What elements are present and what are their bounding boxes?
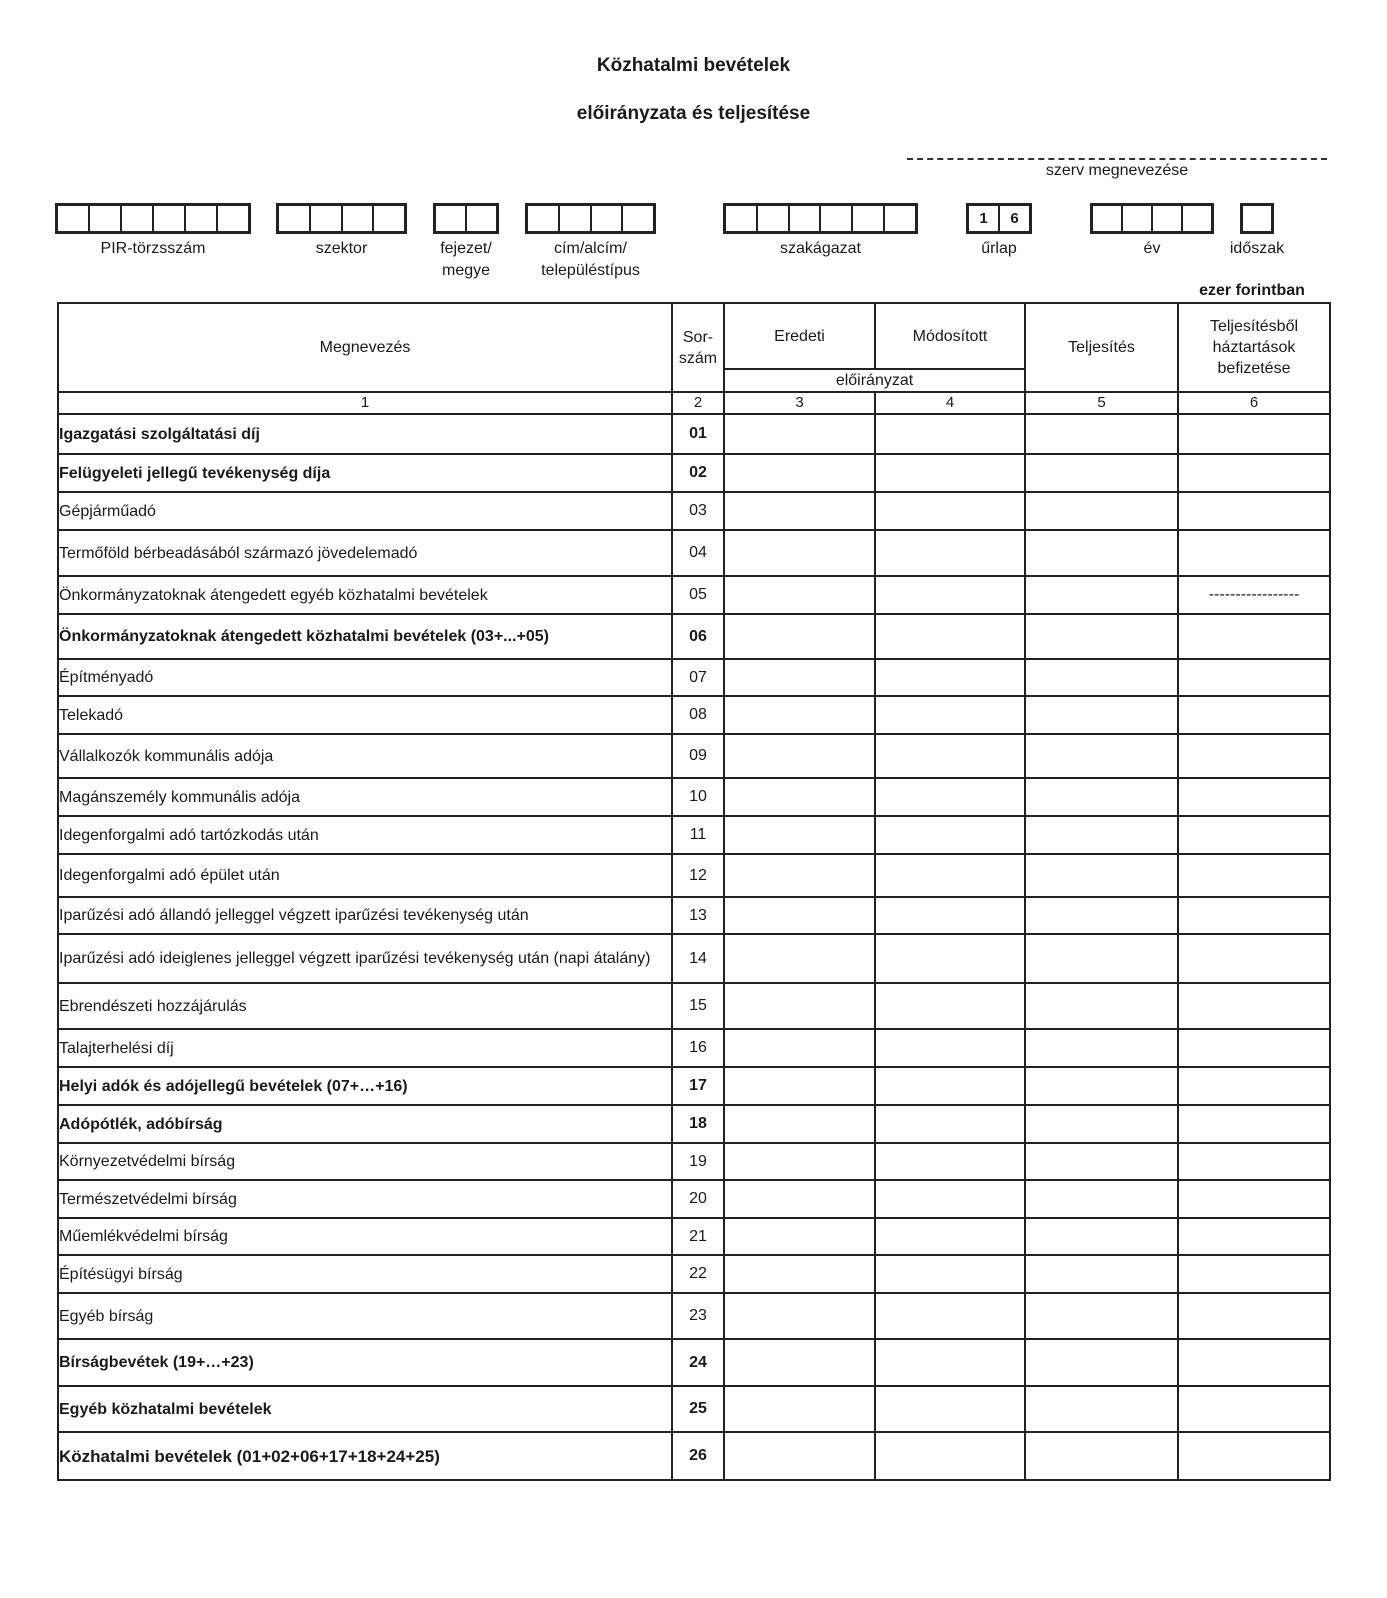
header-name: Megnevezés bbox=[58, 303, 672, 392]
value-cell-fulfillment[interactable] bbox=[1025, 1067, 1178, 1105]
row-label: Egyéb bírság bbox=[58, 1293, 672, 1339]
column-number-row bbox=[58, 392, 1330, 414]
value-cell-fulfillment[interactable] bbox=[1025, 1339, 1178, 1386]
table-row bbox=[58, 1029, 1330, 1067]
value-cell-fulfillment[interactable] bbox=[1025, 1180, 1178, 1218]
code-digit-cell[interactable] bbox=[186, 206, 218, 231]
table-row bbox=[58, 734, 1330, 778]
code-digit-cell[interactable] bbox=[821, 206, 853, 231]
code-digit-cell[interactable] bbox=[343, 206, 375, 231]
row-serial: 25 bbox=[672, 1386, 724, 1432]
row-serial: 02 bbox=[672, 454, 724, 492]
value-cell-households[interactable] bbox=[1178, 897, 1330, 934]
row-serial: 15 bbox=[672, 983, 724, 1029]
value-cell-households[interactable] bbox=[1178, 696, 1330, 734]
form-subtitle: előirányzata és teljesítése bbox=[576, 103, 811, 124]
value-cell-modified[interactable] bbox=[875, 1432, 1025, 1480]
row-serial: 11 bbox=[672, 816, 724, 854]
value-cell-modified[interactable] bbox=[875, 696, 1025, 734]
value-cell-fulfillment[interactable] bbox=[1025, 778, 1178, 816]
row-label: Idegenforgalmi adó tartózkodás után bbox=[58, 816, 672, 854]
value-cell-fulfillment[interactable] bbox=[1025, 454, 1178, 492]
row-label: Építésügyi bírság bbox=[58, 1255, 672, 1293]
value-cell-modified[interactable] bbox=[875, 778, 1025, 816]
value-cell-fulfillment[interactable] bbox=[1025, 696, 1178, 734]
row-label: Iparűzési adó állandó jelleggel végzett iparűzési tevékenység után bbox=[58, 897, 672, 934]
value-cell-households[interactable] bbox=[1178, 414, 1330, 454]
value-cell-households[interactable] bbox=[1178, 854, 1330, 897]
row-serial: 18 bbox=[672, 1105, 724, 1143]
value-cell-households[interactable]: ----------------- bbox=[1178, 576, 1330, 614]
code-digit-cell[interactable] bbox=[1243, 206, 1271, 231]
code-box-szakágazat[interactable] bbox=[723, 203, 918, 234]
code-box-label: cím/alcím/ településtípus bbox=[541, 240, 640, 279]
column-number: 3 bbox=[724, 392, 875, 414]
value-cell-households[interactable] bbox=[1178, 1143, 1330, 1180]
value-cell-households[interactable] bbox=[1178, 934, 1330, 983]
value-cell-original[interactable] bbox=[724, 414, 875, 454]
table-row bbox=[58, 1105, 1330, 1143]
row-serial: 07 bbox=[672, 659, 724, 696]
code-digit-cell[interactable] bbox=[528, 206, 560, 231]
value-cell-fulfillment[interactable] bbox=[1025, 1386, 1178, 1432]
code-digit-cell[interactable] bbox=[560, 206, 592, 231]
value-cell-modified[interactable] bbox=[875, 854, 1025, 897]
form-title: Közhatalmi bevételek bbox=[596, 55, 791, 76]
value-cell-households[interactable] bbox=[1178, 454, 1330, 492]
column-number: 1 bbox=[58, 392, 672, 414]
value-cell-households[interactable] bbox=[1178, 1386, 1330, 1432]
header-appropriation: előirányzat bbox=[724, 369, 1025, 392]
value-cell-modified[interactable] bbox=[875, 1180, 1025, 1218]
value-cell-households[interactable] bbox=[1178, 614, 1330, 659]
value-cell-fulfillment[interactable] bbox=[1025, 414, 1178, 454]
code-box-cím[interactable] bbox=[525, 203, 656, 234]
value-cell-original[interactable] bbox=[724, 1029, 875, 1067]
code-box-fejezet[interactable] bbox=[433, 203, 499, 234]
row-serial: 08 bbox=[672, 696, 724, 734]
code-box-szektor[interactable] bbox=[276, 203, 407, 234]
column-number: 6 bbox=[1178, 392, 1330, 414]
code-digit-cell[interactable] bbox=[853, 206, 885, 231]
table-row bbox=[58, 576, 1330, 614]
value-cell-fulfillment[interactable] bbox=[1025, 492, 1178, 530]
row-label: Telekadó bbox=[58, 696, 672, 734]
code-digit-cell[interactable] bbox=[279, 206, 311, 231]
code-digit-cell[interactable] bbox=[218, 206, 248, 231]
row-serial: 06 bbox=[672, 614, 724, 659]
value-cell-original[interactable] bbox=[724, 576, 875, 614]
row-serial: 12 bbox=[672, 854, 724, 897]
value-cell-modified[interactable] bbox=[875, 1339, 1025, 1386]
value-cell-fulfillment[interactable] bbox=[1025, 854, 1178, 897]
table-row bbox=[58, 659, 1330, 696]
value-cell-original[interactable] bbox=[724, 492, 875, 530]
value-cell-fulfillment[interactable] bbox=[1025, 816, 1178, 854]
value-cell-modified[interactable] bbox=[875, 734, 1025, 778]
row-serial: 10 bbox=[672, 778, 724, 816]
row-label: Adópótlék, adóbírság bbox=[58, 1105, 672, 1143]
header-serial: Sor- szám bbox=[672, 303, 724, 392]
column-number: 4 bbox=[875, 392, 1025, 414]
value-cell-original[interactable] bbox=[724, 1105, 875, 1143]
value-cell-original[interactable] bbox=[724, 897, 875, 934]
value-cell-fulfillment[interactable] bbox=[1025, 1293, 1178, 1339]
header-households: Teljesítésből háztartások befizetése bbox=[1178, 303, 1330, 392]
code-digit-cell[interactable] bbox=[374, 206, 404, 231]
column-number: 2 bbox=[672, 392, 724, 414]
row-serial: 20 bbox=[672, 1180, 724, 1218]
value-cell-fulfillment[interactable] bbox=[1025, 659, 1178, 696]
value-cell-original[interactable] bbox=[724, 1180, 875, 1218]
column-number: 5 bbox=[1025, 392, 1178, 414]
table-row bbox=[58, 934, 1330, 983]
value-cell-fulfillment[interactable] bbox=[1025, 530, 1178, 576]
value-cell-households[interactable] bbox=[1178, 1180, 1330, 1218]
value-cell-original[interactable] bbox=[724, 1432, 875, 1480]
value-cell-modified[interactable] bbox=[875, 1105, 1025, 1143]
unit-label: ezer forintban bbox=[1199, 282, 1305, 299]
code-box-label: fejezet/ megye bbox=[440, 240, 492, 279]
value-cell-households[interactable] bbox=[1178, 1293, 1330, 1339]
code-box-label: időszak bbox=[1229, 240, 1285, 257]
row-label: Iparűzési adó ideiglenes jelleggel végzett iparűzési tevékenység után (napi átalány) bbox=[58, 934, 672, 983]
value-cell-modified[interactable] bbox=[875, 530, 1025, 576]
value-cell-original[interactable] bbox=[724, 696, 875, 734]
table-row bbox=[58, 1432, 1330, 1480]
table-row bbox=[58, 696, 1330, 734]
row-label: Egyéb közhatalmi bevételek bbox=[58, 1386, 672, 1432]
code-digit-cell[interactable]: 1 bbox=[969, 206, 1000, 231]
org-name-line[interactable] bbox=[907, 158, 1327, 160]
row-serial: 17 bbox=[672, 1067, 724, 1105]
revenue-table bbox=[57, 302, 1331, 1481]
table-row bbox=[58, 983, 1330, 1029]
value-cell-modified[interactable] bbox=[875, 1255, 1025, 1293]
code-digit-cell[interactable] bbox=[726, 206, 758, 231]
value-cell-modified[interactable] bbox=[875, 614, 1025, 659]
code-box-év[interactable] bbox=[1090, 203, 1214, 234]
value-cell-original[interactable] bbox=[724, 816, 875, 854]
code-box-label: év bbox=[1143, 240, 1161, 257]
value-cell-fulfillment[interactable] bbox=[1025, 1218, 1178, 1255]
table-row bbox=[58, 530, 1330, 576]
value-cell-original[interactable] bbox=[724, 1293, 875, 1339]
row-label: Igazgatási szolgáltatási díj bbox=[58, 414, 672, 454]
code-box-időszak[interactable] bbox=[1240, 203, 1274, 234]
value-cell-modified[interactable] bbox=[875, 816, 1025, 854]
code-digit-cell[interactable] bbox=[122, 206, 154, 231]
value-cell-households[interactable] bbox=[1178, 734, 1330, 778]
value-cell-modified[interactable] bbox=[875, 1029, 1025, 1067]
value-cell-original[interactable] bbox=[724, 778, 875, 816]
row-label: Környezetvédelmi bírság bbox=[58, 1143, 672, 1180]
table-row bbox=[58, 1293, 1330, 1339]
value-cell-households[interactable] bbox=[1178, 1218, 1330, 1255]
code-digit-cell[interactable] bbox=[1093, 206, 1123, 231]
value-cell-households[interactable] bbox=[1178, 659, 1330, 696]
table-row bbox=[58, 1143, 1330, 1180]
value-cell-modified[interactable] bbox=[875, 659, 1025, 696]
header-original: Eredeti bbox=[724, 303, 875, 369]
row-label: Vállalkozók kommunális adója bbox=[58, 734, 672, 778]
value-cell-original[interactable] bbox=[724, 1255, 875, 1293]
code-box-label: szektor bbox=[315, 240, 368, 257]
row-label: Önkormányzatoknak átengedett közhatalmi bevételek (03+...+05) bbox=[58, 614, 672, 659]
code-digit-cell[interactable] bbox=[1183, 206, 1211, 231]
code-digit-cell[interactable] bbox=[436, 206, 467, 231]
value-cell-fulfillment[interactable] bbox=[1025, 1105, 1178, 1143]
row-label: Idegenforgalmi adó épület után bbox=[58, 854, 672, 897]
code-box-pir-törzsszám[interactable] bbox=[55, 203, 251, 234]
row-serial: 04 bbox=[672, 530, 724, 576]
row-serial: 24 bbox=[672, 1339, 724, 1386]
value-cell-households[interactable] bbox=[1178, 1067, 1330, 1105]
value-cell-households[interactable] bbox=[1178, 492, 1330, 530]
row-label: Természetvédelmi bírság bbox=[58, 1180, 672, 1218]
value-cell-fulfillment[interactable] bbox=[1025, 1143, 1178, 1180]
code-digit-cell[interactable] bbox=[58, 206, 90, 231]
value-cell-modified[interactable] bbox=[875, 454, 1025, 492]
value-cell-modified[interactable] bbox=[875, 1067, 1025, 1105]
row-label: Bírságbevétek (19+…+23) bbox=[58, 1339, 672, 1386]
value-cell-original[interactable] bbox=[724, 1143, 875, 1180]
code-box-label: PIR-törzsszám bbox=[100, 240, 206, 257]
value-cell-original[interactable] bbox=[724, 614, 875, 659]
table-row bbox=[58, 1067, 1330, 1105]
table-row bbox=[58, 1339, 1330, 1386]
value-cell-households[interactable] bbox=[1178, 530, 1330, 576]
row-label: Ebrendészeti hozzájárulás bbox=[58, 983, 672, 1029]
table-row bbox=[58, 492, 1330, 530]
row-label: Közhatalmi bevételek (01+02+06+17+18+24+25) bbox=[58, 1432, 672, 1480]
value-cell-households[interactable] bbox=[1178, 983, 1330, 1029]
value-cell-fulfillment[interactable] bbox=[1025, 1029, 1178, 1067]
table-row bbox=[58, 1180, 1330, 1218]
row-serial: 22 bbox=[672, 1255, 724, 1293]
value-cell-original[interactable] bbox=[724, 530, 875, 576]
row-label: Műemlékvédelmi bírság bbox=[58, 1218, 672, 1255]
code-digit-cell[interactable]: 6 bbox=[1010, 210, 1019, 227]
code-digit-cell[interactable] bbox=[1153, 206, 1183, 231]
value-cell-modified[interactable] bbox=[875, 1386, 1025, 1432]
row-label: Gépjárműadó bbox=[58, 492, 672, 530]
table-row bbox=[58, 454, 1330, 492]
row-serial: 09 bbox=[672, 734, 724, 778]
value-cell-fulfillment[interactable] bbox=[1025, 897, 1178, 934]
value-cell-modified[interactable] bbox=[875, 934, 1025, 983]
org-name-label: szerv megnevezése bbox=[1045, 162, 1189, 179]
value-cell-modified[interactable] bbox=[875, 897, 1025, 934]
row-serial: 23 bbox=[672, 1293, 724, 1339]
row-label: Helyi adók és adójellegű bevételek (07+…+16) bbox=[58, 1067, 672, 1105]
value-cell-modified[interactable] bbox=[875, 492, 1025, 530]
row-serial: 21 bbox=[672, 1218, 724, 1255]
value-cell-households[interactable] bbox=[1178, 1339, 1330, 1386]
value-cell-original[interactable] bbox=[724, 934, 875, 983]
row-serial: 05 bbox=[672, 576, 724, 614]
value-cell-modified[interactable] bbox=[875, 1218, 1025, 1255]
table-row bbox=[58, 614, 1330, 659]
row-label: Termőföld bérbeadásából származó jövedelemadó bbox=[58, 530, 672, 576]
row-serial: 13 bbox=[672, 897, 724, 934]
code-box-label: szakágazat bbox=[780, 240, 861, 257]
value-cell-households[interactable] bbox=[1178, 1105, 1330, 1143]
value-cell-fulfillment[interactable] bbox=[1025, 1432, 1178, 1480]
value-cell-modified[interactable] bbox=[875, 1143, 1025, 1180]
value-cell-original[interactable] bbox=[724, 734, 875, 778]
value-cell-modified[interactable] bbox=[875, 983, 1025, 1029]
table-row bbox=[58, 414, 1330, 454]
value-cell-fulfillment[interactable] bbox=[1025, 1255, 1178, 1293]
value-cell-original[interactable] bbox=[724, 854, 875, 897]
code-box-label: űrlap bbox=[981, 240, 1017, 257]
value-cell-original[interactable] bbox=[724, 983, 875, 1029]
value-cell-fulfillment[interactable] bbox=[1025, 983, 1178, 1029]
header-modified: Módosított bbox=[875, 303, 1025, 369]
row-serial: 26 bbox=[672, 1432, 724, 1480]
row-serial: 16 bbox=[672, 1029, 724, 1067]
code-digit-cell[interactable] bbox=[592, 206, 624, 231]
header-fulfillment: Teljesítés bbox=[1025, 303, 1178, 392]
row-label: Felügyeleti jellegű tevékenység díja bbox=[58, 454, 672, 492]
table-row bbox=[58, 778, 1330, 816]
code-digit-cell[interactable] bbox=[311, 206, 343, 231]
value-cell-original[interactable] bbox=[724, 1218, 875, 1255]
table-row bbox=[58, 1255, 1330, 1293]
row-serial: 19 bbox=[672, 1143, 724, 1180]
row-label: Építményadó bbox=[58, 659, 672, 696]
value-cell-original[interactable] bbox=[724, 1339, 875, 1386]
value-cell-households[interactable] bbox=[1178, 1029, 1330, 1067]
code-digit-cell[interactable] bbox=[885, 206, 915, 231]
row-serial: 14 bbox=[672, 934, 724, 983]
value-cell-modified[interactable] bbox=[875, 576, 1025, 614]
value-cell-households[interactable] bbox=[1178, 1255, 1330, 1293]
value-cell-original[interactable] bbox=[724, 454, 875, 492]
row-serial: 03 bbox=[672, 492, 724, 530]
value-cell-original[interactable] bbox=[724, 659, 875, 696]
code-digit-cell[interactable] bbox=[758, 206, 790, 231]
code-digit-cell[interactable] bbox=[467, 206, 496, 231]
table-row bbox=[58, 816, 1330, 854]
value-cell-fulfillment[interactable] bbox=[1025, 614, 1178, 659]
table-row bbox=[58, 1386, 1330, 1432]
code-digit-cell[interactable] bbox=[1123, 206, 1153, 231]
code-digit-cell[interactable] bbox=[790, 206, 822, 231]
value-cell-households[interactable] bbox=[1178, 816, 1330, 854]
value-cell-modified[interactable] bbox=[875, 414, 1025, 454]
value-cell-fulfillment[interactable] bbox=[1025, 734, 1178, 778]
table-row bbox=[58, 854, 1330, 897]
value-cell-original[interactable] bbox=[724, 1067, 875, 1105]
value-cell-households[interactable] bbox=[1178, 778, 1330, 816]
value-cell-fulfillment[interactable] bbox=[1025, 934, 1178, 983]
value-cell-original[interactable] bbox=[724, 1386, 875, 1432]
row-label: Magánszemély kommunális adója bbox=[58, 778, 672, 816]
value-cell-modified[interactable] bbox=[875, 1293, 1025, 1339]
row-label: Talajterhelési díj bbox=[58, 1029, 672, 1067]
code-digit-cell[interactable] bbox=[623, 206, 653, 231]
table-row bbox=[58, 897, 1330, 934]
value-cell-fulfillment[interactable] bbox=[1025, 576, 1178, 614]
value-cell-households[interactable] bbox=[1178, 1432, 1330, 1480]
row-serial: 01 bbox=[672, 414, 724, 454]
code-box-űrlap[interactable] bbox=[966, 203, 1032, 234]
code-digit-cell[interactable] bbox=[154, 206, 186, 231]
table-row bbox=[58, 1218, 1330, 1255]
row-label: Önkormányzatoknak átengedett egyéb közhatalmi bevételek bbox=[58, 576, 672, 614]
code-digit-cell[interactable] bbox=[90, 206, 122, 231]
